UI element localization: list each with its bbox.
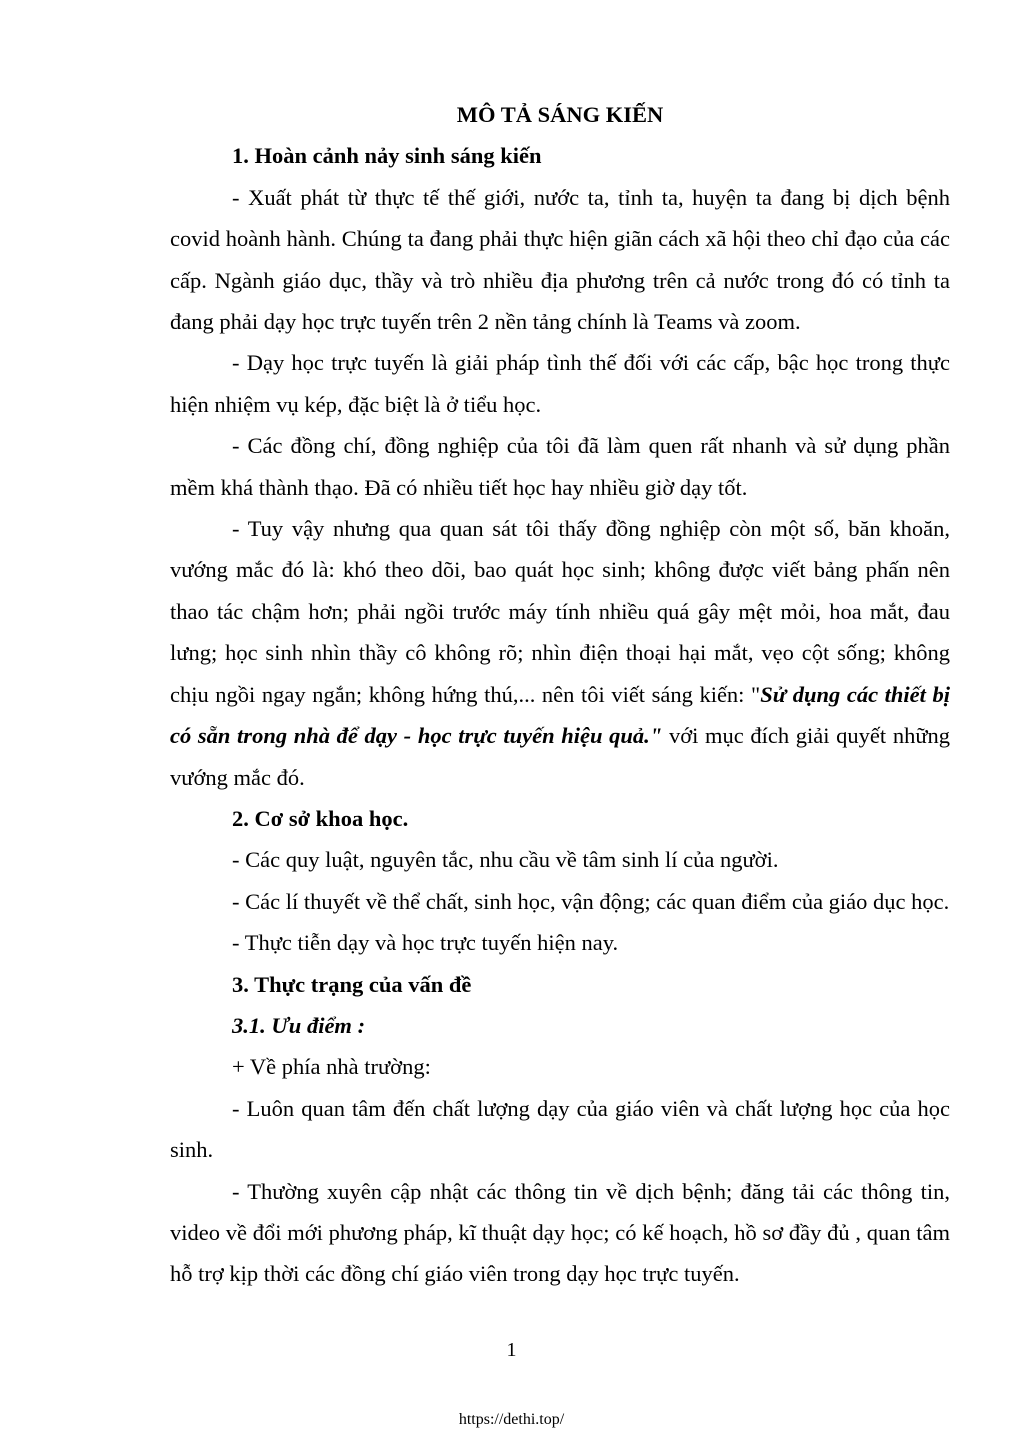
document-body bbox=[170, 94, 950, 1295]
paragraph-text: - Tuy vậy nhưng qua quan sát tôi thấy đồng nghiệp còn một số, băn khoăn, vướng mắc đó là: khó theo dõi, bao quát học sinh; không được viết bảng phấn nên thao tác chậm hơn; phải ngồi trước máy tính nhiều quá gây mệt mỏi, hoa mắt, đau lưng; học sinh nhìn thầy cô không rõ; nhìn điện thoại hại mắt, vẹo cột sống; không chịu ngồi ngay ngắn; không hứng thú,... nên tôi viết sáng kiến: " bbox=[170, 516, 950, 707]
paragraph: + Về phía nhà trường: bbox=[232, 1054, 431, 1080]
paragraph: - Dạy học trực tuyến là giải pháp tình thế đối với các cấp, bậc học trong thực hiện nhiệm vụ kép, đặc biệt là ở tiểu học. bbox=[170, 350, 950, 417]
paragraph: - Các đồng chí, đồng nghiệp của tôi đã làm quen rất nhanh và sử dụng phần mềm khá thành thạo. Đã có nhiều tiết học hay nhiều giờ dạy tốt. bbox=[170, 433, 950, 500]
paragraph: - Luôn quan tâm đến chất lượng dạy của giáo viên và chất lượng học của học sinh. bbox=[170, 1095, 950, 1163]
section-3-1-heading: 3.1. Ưu điểm : bbox=[232, 1012, 366, 1038]
initiative-title: Sử dụng các thiết bị có sẵn trong nhà để dạy - học trực tuyến hiệu quả." bbox=[170, 681, 950, 749]
paragraph: - Các lí thuyết về thể chất, sinh học, vận động; các quan điểm của giáo dục học. bbox=[232, 888, 950, 914]
section-3-heading: 3. Thực trạng của vấn đề bbox=[232, 971, 472, 997]
section-1-heading: 1. Hoàn cảnh nảy sinh sáng kiến bbox=[232, 143, 542, 169]
paragraph: - Thực tiễn dạy và học trực tuyến hiện nay. bbox=[232, 930, 619, 956]
paragraph: - Các quy luật, nguyên tắc, nhu cầu về tâm sinh lí của người. bbox=[232, 847, 779, 873]
paragraph: - Xuất phát từ thực tế thế giới, nước ta, tỉnh ta, huyện ta đang bị dịch bệnh covid hoành hành. Chúng ta đang phải thực hiện giãn cách xã hội theo chỉ đạo của các cấp. Ngành giáo dục, thầy và trò nhiều địa phương trên cả nước trong đó có tỉnh ta đang phải dạy học trực tuyến trên 2 nền tảng chính là Teams và zoom. bbox=[170, 184, 950, 335]
footer-url: https://dethi.top/ bbox=[458, 1411, 565, 1428]
page-number: 1 bbox=[506, 1339, 517, 1361]
document-title: MÔ TẢ SÁNG KIẾN bbox=[456, 102, 664, 127]
section-2-heading: 2. Cơ sở khoa học. bbox=[232, 805, 409, 831]
paragraph bbox=[170, 508, 950, 798]
paragraph: - Thường xuyên cập nhật các thông tin về dịch bệnh; đăng tải các thông tin, video về đổi mới phương pháp, kĩ thuật dạy học; có kế hoạch, hồ sơ đầy đủ , quan tâm hỗ trợ kịp thời các đồng chí giáo viên trong dạy học trực tuyến. bbox=[170, 1178, 950, 1287]
paragraph-text: với mục đích giải quyết những vướng mắc đó. bbox=[170, 723, 951, 790]
